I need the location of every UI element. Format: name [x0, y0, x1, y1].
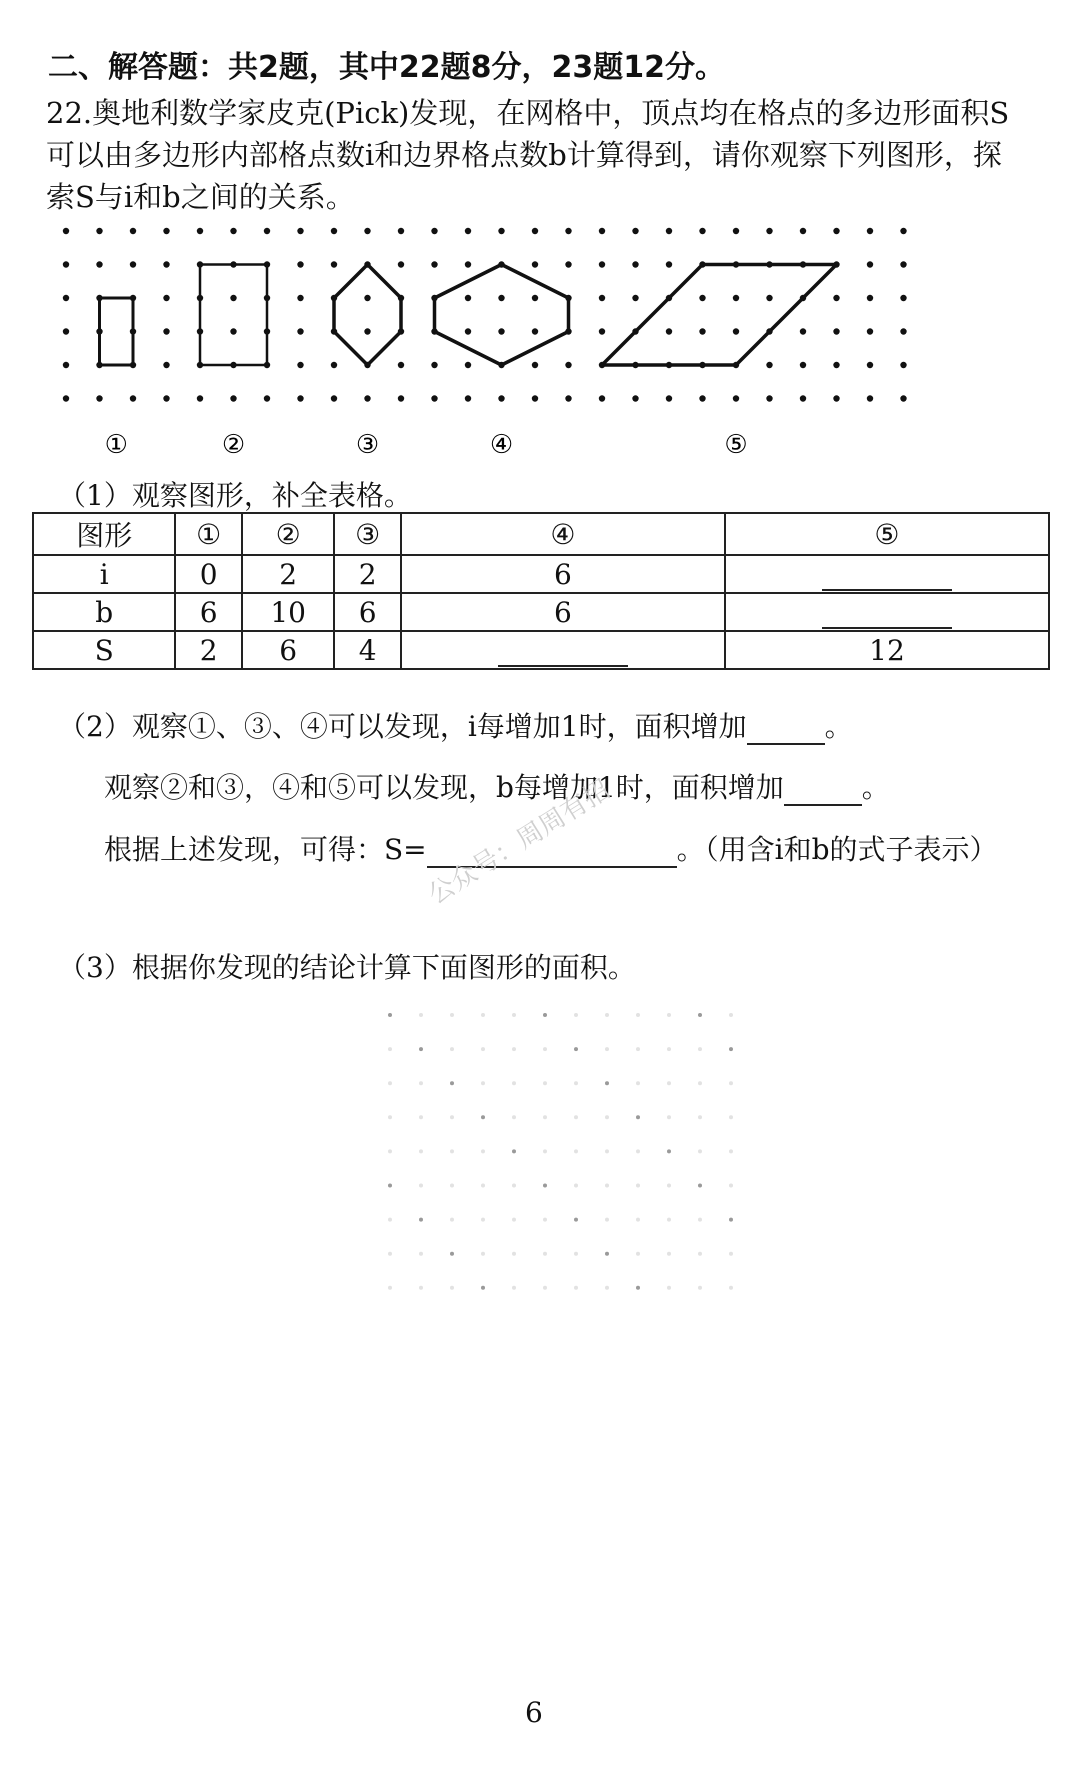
faint-lattice-dot	[698, 1115, 702, 1119]
lattice-dot	[431, 362, 437, 368]
faint-lattice-dot	[636, 1218, 640, 1222]
faint-lattice-dot	[512, 1218, 516, 1222]
faint-lattice-dot	[574, 1013, 578, 1017]
faint-lattice-dot	[605, 1149, 609, 1153]
faint-lattice-dot	[481, 1184, 485, 1188]
faint-lattice-dot	[636, 1286, 640, 1290]
lattice-dot	[733, 228, 739, 234]
answer-blank-cell[interactable]	[725, 593, 1049, 631]
faint-lattice-dot	[605, 1252, 609, 1256]
answer-blank-cell[interactable]	[401, 631, 725, 669]
lattice-dot	[130, 261, 136, 267]
faint-lattice-dot	[543, 1286, 547, 1290]
table-header-cell: ①	[175, 513, 242, 555]
faint-lattice-dot	[419, 1149, 423, 1153]
faint-lattice-dot	[450, 1252, 454, 1256]
lattice-dot	[63, 295, 69, 301]
lattice-dot	[867, 362, 873, 368]
faint-lattice-dot	[419, 1047, 423, 1051]
lattice-dot	[163, 362, 169, 368]
lattice-dot	[900, 261, 906, 267]
q2-line2-suffix: 。	[861, 771, 890, 804]
lattice-dot	[96, 395, 102, 401]
lattice-dot	[666, 228, 672, 234]
lattice-figures-svg	[40, 215, 1040, 465]
figure-1-rectangle	[100, 298, 134, 365]
lattice-dot	[766, 395, 772, 401]
question-3-text: （3）根据你发现的结论计算下面图形的面积。	[58, 951, 636, 984]
table-row-s	[33, 631, 1049, 669]
lattice-dot	[230, 228, 236, 234]
q2-line3-suffix: 。（用含i和b的式子表示）	[676, 833, 998, 866]
q2-line3-prefix: 根据上述发现，可得：S=	[104, 833, 427, 866]
lattice-dot	[532, 295, 538, 301]
lattice-dot	[833, 395, 839, 401]
lattice-dot	[297, 295, 303, 301]
lattice-dot	[532, 328, 538, 334]
faint-lattice-dot	[729, 1149, 733, 1153]
faint-lattice-dot	[512, 1286, 516, 1290]
faint-lattice-dot	[605, 1081, 609, 1085]
lattice-dot	[599, 295, 605, 301]
faint-lattice-dot	[605, 1218, 609, 1222]
figure-label: ①	[104, 430, 128, 460]
lattice-dot	[498, 328, 504, 334]
lattice-dot	[364, 228, 370, 234]
lattice-dot	[163, 395, 169, 401]
faint-lattice-dot	[388, 1252, 392, 1256]
lattice-dot	[666, 328, 672, 334]
faint-lattice-dot	[698, 1252, 702, 1256]
answer-blank[interactable]	[822, 601, 952, 629]
faint-lattice-dot	[543, 1149, 547, 1153]
faint-lattice-dot	[605, 1286, 609, 1290]
lattice-dot	[96, 261, 102, 267]
lattice-dot	[498, 395, 504, 401]
table-header-cell: ④	[401, 513, 725, 555]
lattice-dot	[431, 228, 437, 234]
figure-2-rectangle	[200, 265, 267, 366]
lattice-dot	[331, 228, 337, 234]
lattice-dot	[565, 261, 571, 267]
lattice-dot	[431, 261, 437, 267]
lattice-dot	[398, 362, 404, 368]
faint-lattice-dot	[388, 1286, 392, 1290]
lattice-dot	[699, 295, 705, 301]
lattice-dot	[532, 228, 538, 234]
faint-lattice-dot	[574, 1218, 578, 1222]
lattice-dot	[364, 295, 370, 301]
lattice-dot	[599, 395, 605, 401]
faint-lattice-dot	[605, 1184, 609, 1188]
lattice-dot	[733, 295, 739, 301]
lattice-dot	[163, 295, 169, 301]
table-cell: 4	[334, 631, 401, 669]
figure-5-parallelogram	[602, 265, 837, 366]
table-row-b	[33, 593, 1049, 631]
lattice-dot	[230, 328, 236, 334]
lattice-dot	[867, 295, 873, 301]
faint-lattice-dot	[698, 1184, 702, 1188]
lattice-dot	[130, 395, 136, 401]
faint-lattice-dot	[667, 1047, 671, 1051]
lattice-dot	[63, 261, 69, 267]
lattice-dot	[900, 228, 906, 234]
faint-lattice-dot	[636, 1115, 640, 1119]
faint-lattice-dot	[574, 1149, 578, 1153]
lattice-dot	[96, 228, 102, 234]
lattice-dot	[498, 228, 504, 234]
table-cell: 6	[242, 631, 334, 669]
lattice-dot	[833, 328, 839, 334]
lattice-dot	[297, 395, 303, 401]
faint-lattice-dot	[729, 1252, 733, 1256]
problem-statement: 22.奥地利数学家皮克(Pick)发现，在网格中，顶点均在格点的多边形面积S可以由多边形内部格点数i和边界格点数b计算得到，请你观察下列图形，探索S与i和b之间的关系。	[46, 96, 1010, 214]
row-label: i	[33, 555, 175, 593]
table-header-row	[33, 513, 1049, 555]
lattice-dot	[63, 395, 69, 401]
q2-line1-prefix: （2）观察①、③、④可以发现，i每增加1时，面积增加	[58, 710, 747, 743]
faint-lattice-dot	[543, 1081, 547, 1085]
lattice-dot	[197, 395, 203, 401]
lattice-dot	[230, 395, 236, 401]
q2-line2-prefix: 观察②和③，④和⑤可以发现，b每增加1时，面积增加	[104, 771, 784, 804]
faint-lattice-dot	[698, 1218, 702, 1222]
lattice-dot	[264, 395, 270, 401]
lattice-dot	[632, 261, 638, 267]
faint-lattice-dot	[388, 1184, 392, 1188]
lattice-dot	[833, 295, 839, 301]
faint-lattice-dot	[698, 1013, 702, 1017]
lattice-dot	[766, 295, 772, 301]
table-header-cell: 图形	[33, 513, 175, 555]
faint-lattice-dot	[636, 1081, 640, 1085]
lattice-dot	[800, 328, 806, 334]
lattice-dot	[599, 228, 605, 234]
table-cell: 10	[242, 593, 334, 631]
lattice-dot	[297, 261, 303, 267]
faint-lattice-dot	[636, 1184, 640, 1188]
faint-lattice-dot	[574, 1081, 578, 1085]
faint-lattice-dot	[605, 1047, 609, 1051]
faint-lattice-dot	[388, 1149, 392, 1153]
faint-lattice-dot	[388, 1218, 392, 1222]
lattice-dot	[465, 261, 471, 267]
faint-lattice-dot	[543, 1115, 547, 1119]
lattice-dot	[331, 362, 337, 368]
faint-lattice-dot	[481, 1252, 485, 1256]
faint-lattice-dot	[450, 1286, 454, 1290]
lattice-dot	[565, 228, 571, 234]
faint-lattice-dot	[574, 1115, 578, 1119]
lattice-dot	[197, 228, 203, 234]
faint-lattice-dot	[667, 1081, 671, 1085]
table-header-cell: ③	[334, 513, 401, 555]
question-2-line-2	[104, 766, 890, 806]
faint-lattice-dot	[698, 1149, 702, 1153]
faint-lattice-dot	[450, 1047, 454, 1051]
lattice-dot	[297, 328, 303, 334]
lattice-dot	[130, 228, 136, 234]
lattice-dot	[800, 228, 806, 234]
faint-lattice-dot	[729, 1081, 733, 1085]
lattice-dot	[398, 261, 404, 267]
table-row-i	[33, 555, 1049, 593]
faint-lattice-dot	[450, 1081, 454, 1085]
faint-lattice-dot	[605, 1115, 609, 1119]
row-label: S	[33, 631, 175, 669]
lattice-dot	[800, 395, 806, 401]
section-title: 二、解答题：共2题，其中22题8分，23题12分。	[48, 50, 725, 85]
faint-lattice-dot	[450, 1218, 454, 1222]
faint-lattice-dot	[636, 1013, 640, 1017]
lattice-dot	[733, 328, 739, 334]
lattice-dot	[63, 362, 69, 368]
lattice-dot	[331, 261, 337, 267]
faint-lattice-dot	[419, 1081, 423, 1085]
faint-lattice-dot	[636, 1252, 640, 1256]
faint-lattice-dot	[543, 1013, 547, 1017]
faint-lattice-dot	[481, 1013, 485, 1017]
lattice-dot	[599, 328, 605, 334]
faint-lattice-dot	[667, 1149, 671, 1153]
lattice-dot	[733, 395, 739, 401]
lattice-dot	[465, 295, 471, 301]
lattice-dot	[833, 362, 839, 368]
faint-lattice-dot	[388, 1081, 392, 1085]
faint-lattice-dot	[605, 1013, 609, 1017]
faint-lattice-dot	[543, 1047, 547, 1051]
faint-lattice-dot	[512, 1184, 516, 1188]
lattice-dot	[364, 395, 370, 401]
lattice-dot	[465, 395, 471, 401]
faint-lattice-dot	[667, 1013, 671, 1017]
table-header-cell: ⑤	[725, 513, 1049, 555]
lattice-dot	[699, 395, 705, 401]
lattice-dot	[900, 295, 906, 301]
table-cell: 12	[725, 631, 1049, 669]
lattice-dot	[867, 261, 873, 267]
lattice-dot	[398, 395, 404, 401]
faint-lattice-dot	[419, 1184, 423, 1188]
lattice-dot	[532, 261, 538, 267]
pick-figures	[40, 215, 1040, 465]
lattice-dot	[532, 362, 538, 368]
lattice-dot	[163, 328, 169, 334]
q2-line1-suffix: 。	[824, 710, 853, 743]
faint-lattice-dot	[729, 1184, 733, 1188]
faint-lattice-dot	[450, 1013, 454, 1017]
question-2-line-1	[58, 705, 853, 745]
faint-lattice-dot	[450, 1149, 454, 1153]
lattice-dot	[398, 228, 404, 234]
faint-lattice-dot	[667, 1218, 671, 1222]
faint-lattice-dot	[729, 1013, 733, 1017]
faint-lattice-dot	[667, 1252, 671, 1256]
faint-lattice-dot	[419, 1013, 423, 1017]
row-label: b	[33, 593, 175, 631]
lattice-dot	[465, 228, 471, 234]
faint-lattice-dot	[419, 1252, 423, 1256]
faint-lattice-dot	[698, 1286, 702, 1290]
faint-lattice-dot	[543, 1184, 547, 1188]
faint-lattice-dot	[698, 1081, 702, 1085]
lattice-dot	[465, 328, 471, 334]
answer-blank-cell[interactable]	[725, 555, 1049, 593]
table-cell: 6	[401, 555, 725, 593]
table-cell: 6	[401, 593, 725, 631]
lattice-dot	[666, 261, 672, 267]
answer-blank[interactable]	[747, 717, 825, 745]
faint-lattice-dot	[388, 1013, 392, 1017]
faint-lattice-dot	[636, 1149, 640, 1153]
lattice-dot	[465, 362, 471, 368]
lattice-dot	[900, 362, 906, 368]
lattice-dot	[766, 228, 772, 234]
faint-lattice-dot	[512, 1047, 516, 1051]
faint-lattice-dot	[388, 1047, 392, 1051]
faint-lattice-dot	[481, 1286, 485, 1290]
lattice-dot	[632, 395, 638, 401]
answer-blank[interactable]	[498, 639, 628, 667]
lattice-dot	[364, 328, 370, 334]
lattice-dot	[431, 395, 437, 401]
answer-blank[interactable]	[784, 778, 862, 806]
figure-label: ②	[221, 430, 246, 460]
faint-lattice-dot	[419, 1115, 423, 1119]
faint-lattice-dot	[667, 1286, 671, 1290]
pick-table	[32, 512, 1050, 670]
faint-lattice-dot	[729, 1115, 733, 1119]
faint-lattice-dot	[450, 1184, 454, 1188]
lattice-dot	[163, 228, 169, 234]
table-header-cell: ②	[242, 513, 334, 555]
lattice-dot	[63, 228, 69, 234]
faint-lattice-dot	[543, 1218, 547, 1222]
faint-lattice-dot	[388, 1115, 392, 1119]
faint-lattice-dot	[574, 1184, 578, 1188]
lattice-dot	[297, 362, 303, 368]
lattice-dot	[230, 295, 236, 301]
table-cell: 2	[242, 555, 334, 593]
table-cell: 0	[175, 555, 242, 593]
lattice-dot	[800, 362, 806, 368]
question-1-text: （1）观察图形，补全表格。	[58, 479, 412, 512]
table-cell: 6	[175, 593, 242, 631]
faint-lattice-dot	[419, 1286, 423, 1290]
faint-lattice-dot	[574, 1047, 578, 1051]
faint-lattice-dot	[481, 1149, 485, 1153]
figure-label: ⑤	[724, 430, 748, 460]
watermark: 公众号：周周有招	[423, 774, 616, 911]
lattice-dot	[565, 395, 571, 401]
lattice-dot	[498, 295, 504, 301]
faint-lattice-dot	[419, 1218, 423, 1222]
lattice-dot	[699, 228, 705, 234]
lattice-dot	[63, 328, 69, 334]
faint-lattice-dot	[636, 1047, 640, 1051]
lattice-dot	[532, 395, 538, 401]
answer-blank[interactable]	[822, 563, 952, 591]
figure-4-hexagon	[435, 265, 569, 366]
faint-lattice-dot	[729, 1286, 733, 1290]
faint-lattice-dot	[481, 1081, 485, 1085]
faint-lattice-dot	[481, 1047, 485, 1051]
lattice-dot	[599, 261, 605, 267]
faint-lattice-dot	[667, 1184, 671, 1188]
lattice-dot	[867, 228, 873, 234]
page-number: 6	[525, 1696, 543, 1729]
faint-lattice-dot	[698, 1047, 702, 1051]
faint-lattice-dot	[667, 1115, 671, 1119]
lattice-dot	[632, 295, 638, 301]
faint-lattice-dot	[512, 1013, 516, 1017]
table-cell: 6	[334, 593, 401, 631]
faint-lattice-dot	[543, 1252, 547, 1256]
lattice-dot	[565, 362, 571, 368]
faint-lattice-dot	[512, 1115, 516, 1119]
faint-lattice-dot	[481, 1115, 485, 1119]
table-cell: 2	[334, 555, 401, 593]
faint-lattice-dot	[574, 1252, 578, 1256]
faint-lattice-dot	[450, 1115, 454, 1119]
lattice-dot	[297, 228, 303, 234]
faint-lattice-dot	[512, 1252, 516, 1256]
lattice-dot	[163, 261, 169, 267]
figure-3-hexagon	[334, 265, 401, 366]
faint-lattice-grid	[380, 1005, 800, 1325]
lattice-dot	[766, 362, 772, 368]
lattice-dot	[867, 395, 873, 401]
table-cell: 2	[175, 631, 242, 669]
faint-lattice-dot	[512, 1149, 516, 1153]
lattice-dot	[666, 395, 672, 401]
lattice-dot	[900, 328, 906, 334]
faint-lattice-dot	[512, 1081, 516, 1085]
faint-lattice-dot	[481, 1218, 485, 1222]
faint-lattice-dot	[574, 1286, 578, 1290]
faint-lattice-dot	[729, 1047, 733, 1051]
lattice-dot	[264, 228, 270, 234]
lattice-dot	[900, 395, 906, 401]
lattice-dot	[331, 395, 337, 401]
lattice-dot	[699, 328, 705, 334]
lattice-dot	[867, 328, 873, 334]
faint-lattice-dot	[729, 1218, 733, 1222]
figure-label: ④	[489, 430, 514, 460]
lattice-dot	[632, 228, 638, 234]
figure-label: ③	[355, 430, 380, 460]
lattice-dot	[833, 228, 839, 234]
